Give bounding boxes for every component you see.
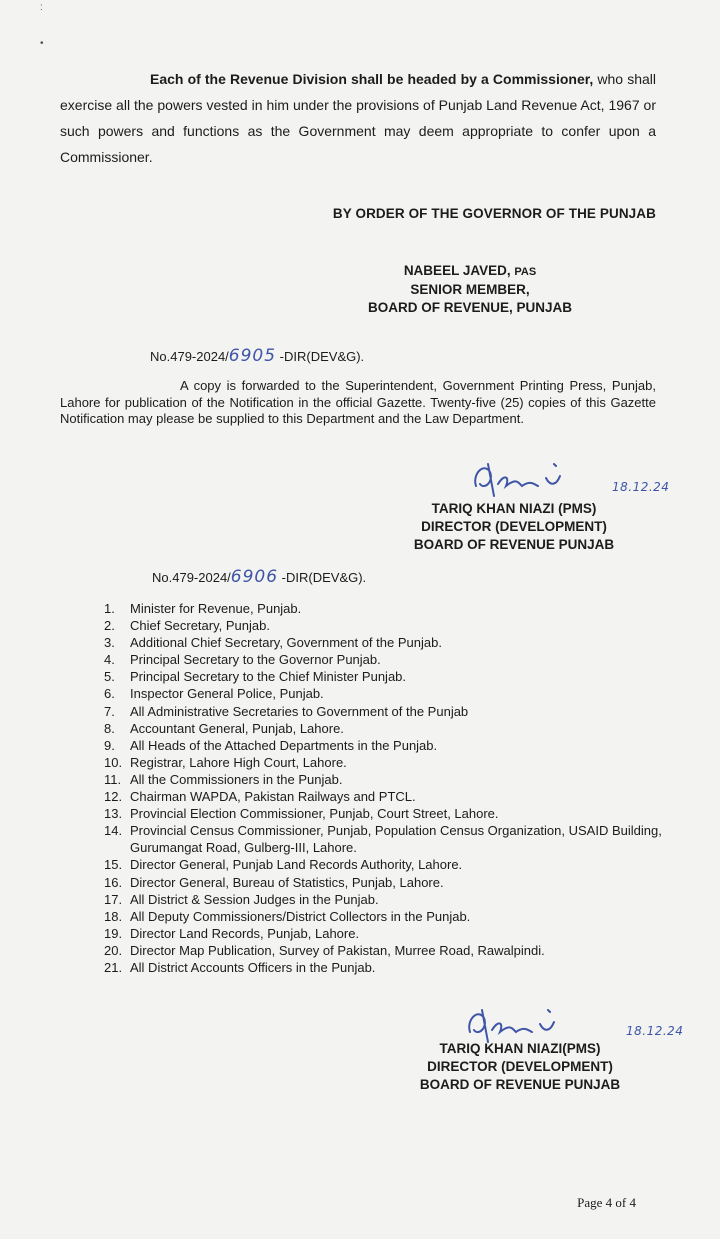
handwritten-date: 18.12.24 (612, 480, 670, 494)
item-text: Principal Secretary to the Governor Punjab. (130, 652, 381, 668)
distribution-item (104, 856, 664, 873)
item-number: 14. (104, 823, 123, 839)
distribution-item (104, 822, 664, 856)
item-text: Chairman WAPDA, Pakistan Railways and PTCL. (130, 789, 416, 805)
distribution-item (104, 685, 664, 702)
handwritten-number: 6905 (228, 346, 277, 366)
item-text: Inspector General Police, Punjab. (130, 686, 324, 702)
item-number: 13. (104, 806, 123, 822)
item-text: Principal Secretary to the Chief Minister Punjab. (130, 669, 407, 685)
item-text: Minister for Revenue, Punjab. (130, 601, 302, 616)
distribution-item (104, 771, 664, 788)
signatory-designation: DIRECTOR (DEVELOPMENT) (421, 519, 607, 534)
item-number: 21. (104, 959, 123, 975)
paragraph-rest: who shall exercise all the powers vested in him under the provisions of Punjab Land Revenue Act, 1967 or such powers and functions as the Government may deem appropriate to confer upon a Commissioner. (60, 71, 656, 165)
distribution-item (104, 788, 664, 805)
item-number: 15. (104, 857, 123, 873)
item-number: 12. (104, 789, 123, 805)
distribution-item (104, 874, 664, 891)
distribution-item (104, 737, 664, 754)
signatory-office: BOARD OF REVENUE, PUNJAB (367, 300, 573, 315)
handwritten-date: 18.12.24 (626, 1024, 684, 1038)
signature-image (464, 456, 584, 502)
item-text: All Heads of the Attached Departments in the Punjab. (130, 737, 438, 753)
order-line: BY ORDER OF THE GOVERNOR OF THE PUNJAB (332, 206, 656, 221)
distribution-list (104, 600, 664, 976)
signatory-name: TARIQ KHAN NIAZI (PMS) (431, 501, 597, 516)
distribution-item (104, 617, 664, 634)
signatory-designation: DIRECTOR (DEVELOPMENT) (427, 1059, 613, 1074)
item-number: 1. (104, 601, 115, 616)
item-text: Accountant General, Punjab, Lahore. (130, 720, 344, 736)
item-number: 4. (104, 652, 115, 668)
handwritten-number: 6906 (230, 567, 279, 587)
item-text: All Administrative Secretaries to Government of the Punjab (130, 703, 469, 719)
distribution-item (104, 754, 664, 771)
item-text: Director Land Records, Punjab, Lahore. (130, 925, 360, 941)
reference-number-1: No.479-2024/6905 -DIR(DEV&G). (150, 346, 365, 366)
item-number: 6. (104, 686, 115, 702)
body-paragraph (60, 66, 656, 170)
item-number: 7. (104, 703, 115, 719)
page-number: Page 4 of 4 (577, 1195, 636, 1210)
item-number: 3. (104, 635, 115, 651)
item-number: 20. (104, 942, 123, 958)
item-text: Additional Chief Secretary, Government of the Punjab. (130, 635, 442, 651)
item-text: Director General, Punjab Land Records Authority, Lahore. (130, 857, 463, 873)
item-number: 8. (104, 720, 115, 736)
item-text: Provincial Census Commissioner, Punjab, Population Census Organization, USAID Building, Gurumangat Road, Gulberg-III, Lahore. (130, 823, 662, 856)
signatory-name: NABEEL JAVED, PAS (403, 263, 537, 278)
item-text: Director General, Bureau of Statistics, Punjab, Lahore. (130, 874, 444, 890)
distribution-item (104, 891, 664, 908)
item-number: 11. (104, 771, 122, 787)
distribution-item (104, 651, 664, 668)
distribution-item (104, 959, 664, 976)
item-text: Provincial Election Commissioner, Punjab, Court Street, Lahore. (130, 806, 499, 822)
scan-mark: • (40, 38, 44, 49)
item-text: Registrar, Lahore High Court, Lahore. (130, 754, 347, 770)
item-number: 18. (104, 908, 123, 924)
item-number: 19. (104, 925, 123, 941)
item-number: 10. (104, 754, 123, 770)
item-text: Director Map Publication, Survey of Pakistan, Murree Road, Rawalpindi. (130, 942, 545, 958)
distribution-item (104, 703, 664, 720)
item-number: 16. (104, 874, 123, 890)
scan-mark: : (40, 2, 43, 13)
item-text: Chief Secretary, Punjab. (130, 618, 270, 634)
distribution-item (104, 925, 664, 942)
item-number: 2. (104, 618, 115, 634)
item-text: All District Accounts Officers in the Punjab. (130, 959, 376, 975)
distribution-item (104, 942, 664, 959)
item-number: 17. (104, 891, 123, 907)
signatory-office: BOARD OF REVENUE PUNJAB (419, 1077, 621, 1092)
signatory-name: TARIQ KHAN NIAZI(PMS) (439, 1041, 601, 1056)
distribution-item (104, 634, 664, 651)
distribution-item (104, 805, 664, 822)
distribution-item (104, 720, 664, 737)
signatory-block-director-1 (384, 500, 644, 554)
reference-number-2: No.479-2024/6906 -DIR(DEV&G). (152, 567, 367, 587)
signatory-office: BOARD OF REVENUE PUNJAB (413, 537, 615, 552)
item-text: All Deputy Commissioners/District Collectors in the Punjab. (130, 908, 471, 924)
distribution-item (104, 600, 664, 617)
signatory-block-director-2 (390, 1040, 650, 1094)
distribution-item (104, 668, 664, 685)
item-number: 5. (104, 669, 115, 685)
item-text: All District & Session Judges in the Punjab. (130, 891, 379, 907)
item-text: All the Commissioners in the Punjab. (130, 771, 343, 787)
distribution-item (104, 908, 664, 925)
item-number: 9. (104, 737, 115, 753)
paragraph-lead: Each of the Revenue Division shall be headed by a Commissioner, (150, 71, 594, 87)
signatory-designation: SENIOR MEMBER, (410, 282, 530, 297)
signatory-block-senior-member (340, 262, 600, 317)
forwarding-paragraph: A copy is forwarded to the Superintendent, Government Printing Press, Punjab, Lahore for publication of the Notification in the official Gazette. Twenty-five (25) copies of this Gazette Notification may please be supplied to this Department and the Law Department. (60, 378, 656, 426)
